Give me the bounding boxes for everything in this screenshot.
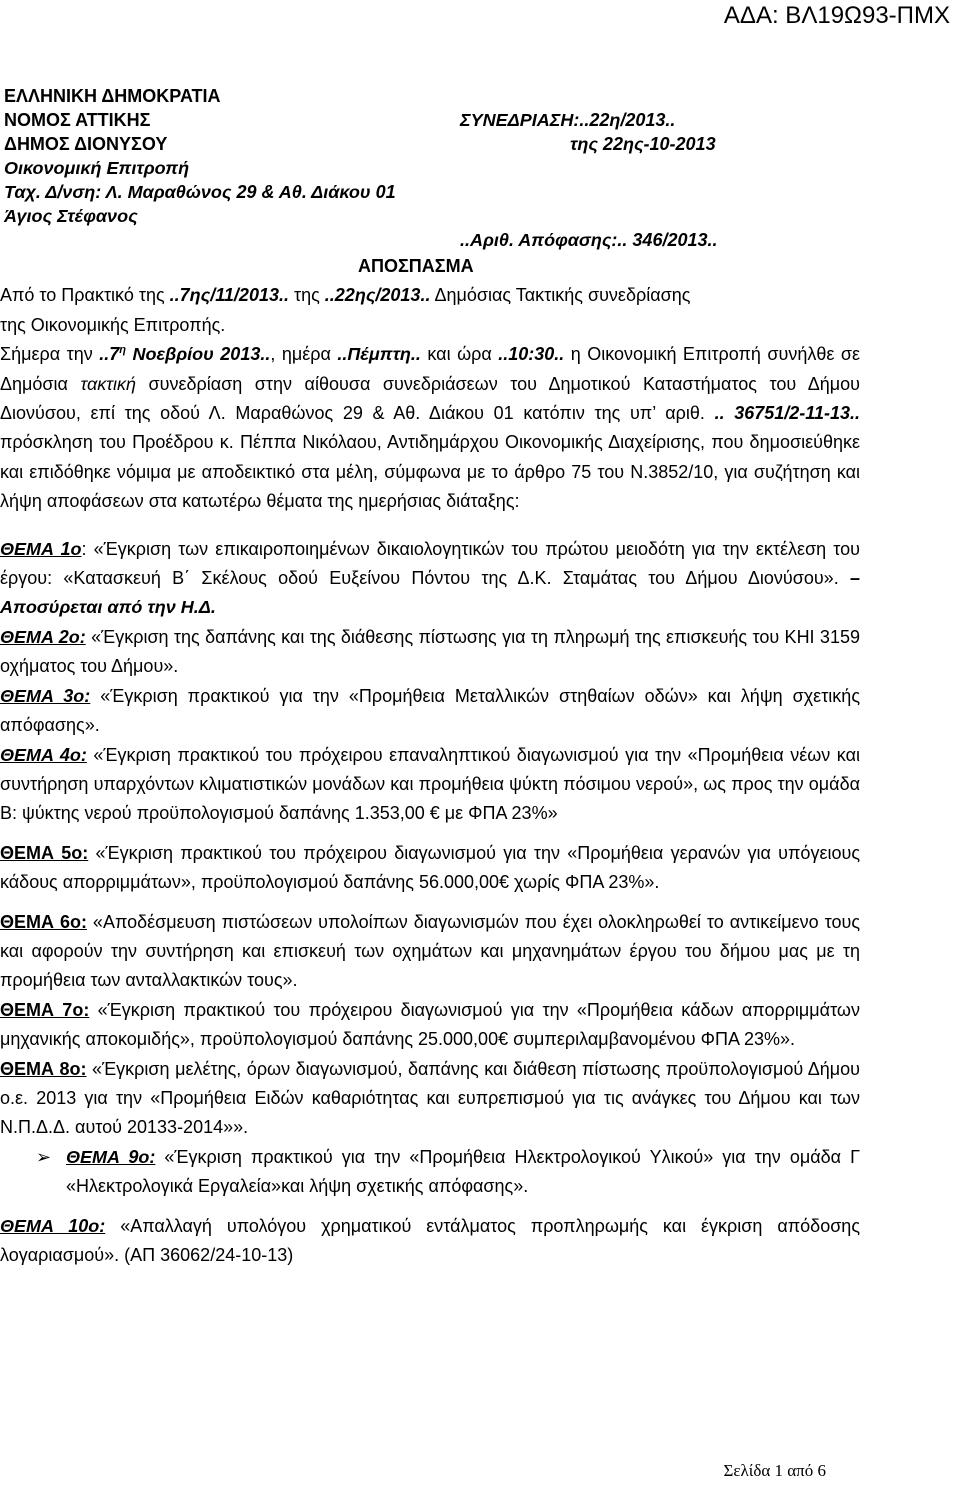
intro-line-1: Από το Πρακτικό της ..7ης/11/2013.. της ..22ης/2013.. Δημόσιας Τακτικής συνεδρίασης [0, 285, 691, 306]
intro-line-2: της Οικονομικής Επιτροπής. [0, 314, 226, 335]
topic-6: ΘΕΜΑ 6ο: «Αποδέσμευση πιστώσεων υπολοίπων διαγωνισμών που έχει ολοκληρωθεί το αντικείμενο τους και αφορούν την συντήρηση και επισκευή των οχημάτων και μηχανημάτων έργου του δήμου μας με τη προμήθεια των ανταλλακτικών τους». [0, 911, 860, 991]
arrow-bullet-icon: ➢ [36, 1146, 52, 1167]
page-footer: Σελίδα 1 από 6 [723, 1461, 826, 1480]
session-number: ΣΥΝΕΔΡΙΑΣΗ:..22η/2013.. [460, 110, 676, 130]
document-body [0, 252, 860, 1270]
topic-9: ➢ ΘΕΜΑ 9ο: «Έγκριση πρακτικού για την «Προμήθεια Ηλεκτρολογικού Υλικού» για την ομάδα Γ «Ηλεκτρολογικά Εργαλεία»και λήψη σχετικής απόφασης». [0, 1143, 860, 1202]
topic-4: ΘΕΜΑ 4ο: «Έγκριση πρακτικού του πρόχειρου επαναληπτικού διαγωνισμού για την «Προμήθεια νέων και συντήρηση υπαρχόντων κλιματιστικών μονάδων και προμήθεια ψύκτη πόσιμου νερού», ως προς την ομάδα Β: ψύκτης νερού προϋπολογισμού δαπάνης 1.353,00 € με ΦΠΑ 23%» [0, 744, 860, 824]
ada-code: ΑΔΑ: ΒΛ19Ω93-ΠΜΧ [723, 2, 950, 29]
topic-7: ΘΕΜΑ 7ο: «Έγκριση πρακτικού του πρόχειρου διαγωνισμού για την «Προμήθεια κάδων απορριμμάτων μηχανικής αποκομιδής», προϋπολογισμού δαπάνης 25.000,00€ συμπεριλαμβανομένου ΦΠΑ 23%». [0, 999, 860, 1050]
decision-number: ..Αριθ. Απόφασης:.. 346/2013.. [460, 230, 718, 250]
header-address: Ταχ. Δ/νση: Λ. Μαραθώνος 29 & Αθ. Διάκου 01 [4, 182, 396, 202]
header-right [460, 108, 718, 252]
header-committee: Οικονομική Επιτροπή [4, 158, 190, 178]
session-date: της 22ης-10-2013 [570, 134, 716, 154]
header-municipality: ΔΗΜΟΣ ΔΙΟΝΥΣΟΥ [4, 134, 168, 154]
intro-paragraph: Σήμερα την $..7^\eta$ Νοεβρίου 2013.., ημέρα ..Πέμπτη.. και ώρα ..10:30.. η Οικονομική Επιτροπή συνήλθε σε Δημόσια τακτική συνεδρίαση στην αίθουσα συνεδριάσεων του Δημοτικού Καταστήματος του Δήμου Διονύσου, επί της οδού Λ. Μαραθώνος 29 & Αθ. Διάκου 01 κατόπιν της υπ’ αριθ. .. 36751/2-11-13.. πρόσκληση του Προέδρου κ. Πέππα Νικόλαου, Αντιδημάρχου Οικονομικής Διαχείρισης, που δημοσιεύθηκε και επιδόθηκε νόμιμα με αποδεικτικό στα μέλη, σύμφωνα με το άρθρο 75 του Ν.3852/10, για συζήτηση και λήψη αποφάσεων στα κατωτέρω θέματα της ημερήσιας διάταξης: [0, 344, 861, 512]
topic-2: ΘΕΜΑ 2ο: «Έγκριση της δαπάνης και της διάθεσης πίστωσης για τη πληρωμή της επισκευής του ΚΗΙ 3159 οχήματος του Δήμου». [0, 626, 860, 677]
topic-5: ΘΕΜΑ 5ο: «Έγκριση πρακτικού του πρόχειρου διαγωνισμού για την «Προμήθεια γερανών για υπόγειους κάδους απορριμμάτων», προϋπολογισμού δαπάνης 56.000,00€ χωρίς ΦΠΑ 23%». [0, 842, 860, 893]
header-country: ΕΛΛΗΝΙΚΗ ΔΗΜΟΚΡΑΤΙΑ [4, 86, 221, 106]
topic-10: ΘΕΜΑ 10ο: «Απαλλαγή υπολόγου χρηματικού εντάλματος προπληρωμής και έγκριση απόδοσης λογαριασμού». (ΑΠ 36062/24-10-13) [0, 1215, 860, 1265]
header-prefecture: ΝΟΜΟΣ ΑΤΤΙΚΗΣ [4, 110, 151, 130]
topic-8: ΘΕΜΑ 8ο: «Έγκριση μελέτης, όρων διαγωνισμού, δαπάνης και διάθεση πίστωσης προϋπολογισμού Δήμου ο.ε. 2013 για την «Προμήθεια Ειδών καθαριότητας και ευπρεπισμού για τις ανάγκες του Δήμου και των Ν.Π.Δ.Δ. αυτού 20133-2014»». [0, 1058, 860, 1138]
header-left [4, 84, 396, 228]
topic-3: ΘΕΜΑ 3ο: «Έγκριση πρακτικού για την «Προμήθεια Μεταλλικών στηθαίων οδών» και λήψη σχετικής απόφασης». [0, 685, 860, 736]
document-title: ΑΠΟΣΠΑΣΜΑ [358, 256, 474, 276]
header-town: Άγιος Στέφανος [4, 206, 138, 226]
topic-1: ΘΕΜΑ 1ο: «Έγκριση των επικαιροποιημένων δικαιολογητικών του πρώτου μειοδότη για την εκτέλεση του έργου: «Κατασκευή Β΄ Σκέλους οδού Ευξείνου Πόντου της Δ.Κ. Σταμάτας του Δήμου Διονύσου». – Αποσύρεται από την Η.Δ. [0, 538, 860, 618]
